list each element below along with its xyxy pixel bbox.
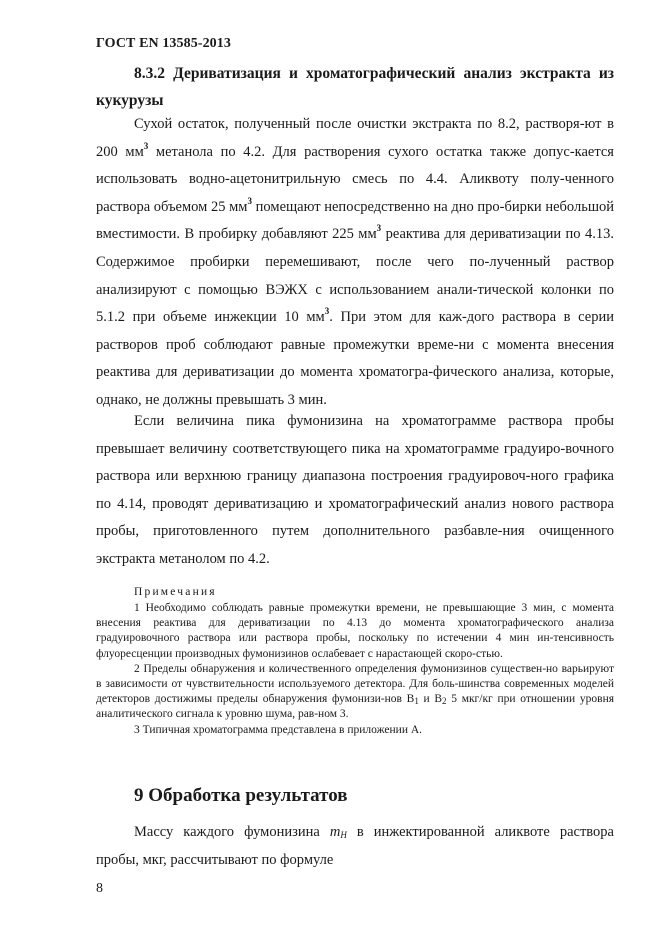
note-3: 3 Типичная хроматограмма представлена в приложении А. (134, 723, 423, 736)
superscript-3: 3 (143, 140, 149, 151)
note-2-text-a: 2 Пределы обнаружения и количественного определения фумонизинов существен-но варьируют в зависимости от чувствительности используемого детектора. Для боль-шинства современных моделей детекторов достижимы пределы обнаружения фумонизи-нов B (96, 662, 614, 706)
section-832-title (96, 60, 614, 114)
paragraph-1-text-e: . При этом для каж-дого раствора в серии растворов проб соблюдают равные промежутки време-ни с момента внесения реактива для дериватизации до момента хроматогра-фического анализа, которые, однако, не должны превышать 3 мин. (96, 309, 614, 408)
notes-block (96, 601, 614, 738)
variable-m: m (329, 824, 341, 840)
page-number: 8 (96, 881, 103, 896)
paragraph-1-text-a: Сухой остаток, полученный после очистки экстракта по 8.2, растворя-ют в 200 мм (96, 116, 614, 160)
superscript-3: 3 (324, 306, 330, 317)
note-2 (96, 662, 614, 723)
paragraph-2-text: Если величина пика фумонизина на хроматограмме раствора пробы превышает величину соответствующего пика на хроматограмме градуиро-вочного раствора или верхнюю границу диапазона построения градуировоч-ного графика по 4.14, проводят дериватизацию и хроматографический анализ нового раствора пробы, приготовленного путем дополнительного разбавле-ния очищенного экстракта метанолом по 4.2. (96, 413, 614, 567)
note-2-text-b: и B (418, 693, 443, 706)
variable-subscript: H (340, 830, 347, 840)
superscript-3: 3 (376, 223, 382, 234)
paragraph-3-text-a: Массу каждого фумонизина (134, 824, 330, 840)
paragraph-1 (96, 111, 614, 415)
notes-title: Примечания (134, 586, 217, 598)
section-9-title: 9 Обработка результатов (134, 785, 348, 806)
note-1: 1 Необходимо соблюдать равные промежутки времени, не превышающие 3 мин, с момента внесения реактива для дериватизации по 4.13 до момента хроматографического анализа градуировочного раствора или раствора пробы, поскольку по истечении 4 мин ин-тенсивность флуоресценции производных фумонизинов ослабевает с нарастающей скоро-стью. (96, 602, 614, 660)
paragraph-1-text-d: реактива для дериватизации по 4.13. Содержимое пробирки перемешивают, после чего по-лученный раствор анализируют с помощью ВЭЖХ с использованием анали-тической колонки по 5.1.2 при объеме инжекции 10 мм (96, 226, 614, 326)
superscript-3: 3 (247, 195, 252, 206)
note-2-text-c: 5 мкг/кг при отношении уровня аналитического сигнала к уровню шума, рав-ном 3. (96, 693, 615, 721)
section-number: 8.3.2 (134, 65, 165, 82)
subscript-2: 2 (442, 696, 447, 707)
document-header: ГОСТ EN 13585-2013 (96, 36, 231, 51)
paragraph-3 (96, 819, 614, 874)
paragraph-2 (96, 408, 614, 574)
paragraph-1-text-c: помещают непосредственно на дно про-бирки небольшой вместимости. В пробирку добавляют 225 мм (96, 198, 614, 243)
paragraph-1-text-b: метанола по 4.2. Для растворения сухого остатка также допус-кается использовать водно-ацетонитрильную смесь по 4.4. Аликвоту полу-ченного раствора объемом 25 мм (96, 143, 614, 215)
subscript-1: 1 (414, 696, 419, 707)
section-title-text: Дериватизация и хроматографический анализ экстракта из кукурузы (96, 65, 615, 109)
paragraph-3-text-b: в инжектированной аликвоте раствора пробы, мкг, рассчитывают по формуле (96, 824, 614, 868)
